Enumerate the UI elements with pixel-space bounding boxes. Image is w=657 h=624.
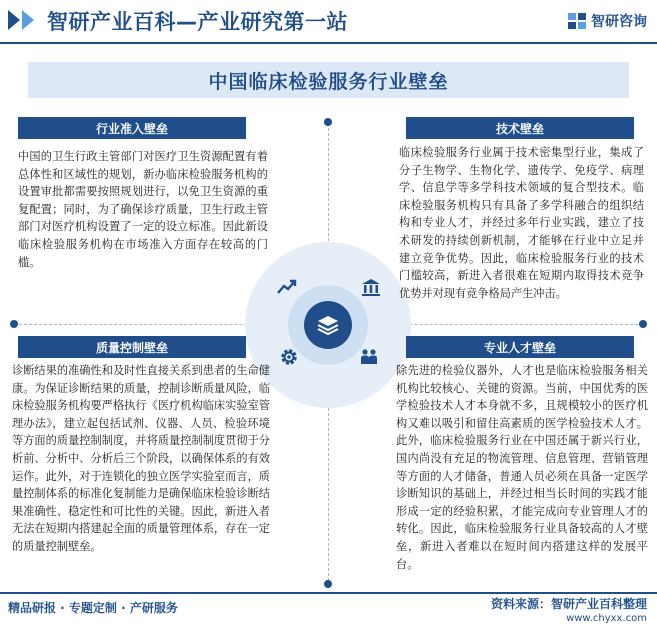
bank-building-icon bbox=[360, 276, 382, 298]
gear-icon bbox=[278, 346, 300, 368]
people-icon bbox=[358, 346, 380, 368]
section-title-industry-access bbox=[18, 117, 246, 139]
trend-chart-icon bbox=[276, 276, 298, 298]
divider-dot bbox=[10, 320, 18, 328]
center-hub-core bbox=[304, 301, 352, 349]
footer-tagline: 精品研报 · 专题定制 · 产研服务 bbox=[8, 601, 178, 615]
layers-icon bbox=[315, 312, 341, 338]
source-note: 资料来源：智研产业百科整理 bbox=[490, 597, 647, 611]
section-body-technology: 临床检验服务行业属于技术密集型行业，集成了分子生物学、生物化学、遗传学、免疫学、病理学、信息学等多学科技术领域的复合型技术。临床检验服务机构只有具备了多学科融合的组织结构和专业人才，并经过多年行业实践，建立了技术研发的持续创新机制，才能够在行业中立足并建立竞争优势。因此，临床检验服务行业的技术门槛较高，新进入者很难在短期内取得技术竞争优势并对现有竞争格局产生冲击。 bbox=[399, 146, 644, 300]
section-title-talent bbox=[406, 336, 634, 358]
title-banner bbox=[28, 62, 629, 98]
banner-title: 中国临床检验服务行业壁垒 bbox=[208, 70, 449, 93]
section-body-industry-access: 中国的卫生行政主管部门对医疗卫生资源配置有着总体性和区域性的规划，新办临床检验服务机构的设置审批都需要按照规划进行，以免卫生资源的重复配置；同时，为了确保诊疗质量，卫生行政主管部门对医疗机构设置了一定的设立标准。因此新设临床检验服务机构在市场准入方面存在较高的门槛。 bbox=[18, 150, 268, 269]
section-body-talent: 除先进的检验仪器外，人才也是临床检验服务相关机构比较核心、关键的资源。当前，中国优秀的医学检验技术人才本身就不多，且规模较小的医疗机构又难以吸引和留住高素质的医学检验技术人才。此外，临床检验服务行业在中国还属于新兴行业，国内尚没有充足的物流管理、信息管理、营销管理等方面的人才储备，普通人员必须在具备一定医学诊断知识的基础上，并经过相当长时间的实践才能形成一定的经验积累，才能完成向专业管理人才的转化。因此，临床检验服务行业具备较高的人才壁垒，新进入者难以在短时间内搭建这样的发展平台。 bbox=[396, 364, 648, 571]
section-title-text: 专业人才壁垒 bbox=[483, 340, 556, 355]
logo-text: 智研咨询 bbox=[591, 14, 647, 30]
website-link[interactable]: www.chyxx.com bbox=[566, 613, 647, 624]
section-title-text: 质量控制壁垒 bbox=[95, 340, 168, 355]
footer-divider bbox=[0, 592, 657, 594]
chevron-right-icon bbox=[8, 10, 20, 30]
brand-logo[interactable] bbox=[567, 9, 647, 33]
chevron-right-icon bbox=[22, 10, 34, 30]
section-title-text: 技术壁垒 bbox=[495, 121, 544, 136]
header-bar bbox=[0, 0, 657, 42]
divider-dot bbox=[324, 580, 332, 588]
section-title-text: 行业准入壁垒 bbox=[95, 121, 168, 136]
footer-source-block bbox=[491, 595, 647, 624]
divider-dot bbox=[639, 320, 647, 328]
logo-icon bbox=[567, 11, 587, 31]
section-title-technology bbox=[406, 117, 634, 139]
divider-dot bbox=[324, 118, 332, 126]
header-divider bbox=[0, 42, 657, 44]
section-title-quality-control bbox=[18, 336, 246, 358]
page-title: 智研产业百科—产业研究第一站 bbox=[47, 10, 348, 34]
section-body-quality-control: 诊断结果的准确性和及时性直接关系到患者的生命健康。为保证诊断结果的质量，控制诊断质量风险，临床检验服务机构要严格执行《医疗机构临床实验室管理办法》，建立起包括试剂、仪器、人员、检验环境等方面的质量控制制度，并将质量控制制度贯彻于分析前、分析中、分析后三个阶段，以确保体系的有效运作。此外，对于连锁化的独立医学实验室而言，质量控制体系的标准化复制能力是确保临床检验诊断结果准确性、稳定性和可比性的关键。因此，新进入者无法在短期内搭建起全面的质量管理体系，存在一定的质量控制壁垒。 bbox=[12, 364, 270, 553]
